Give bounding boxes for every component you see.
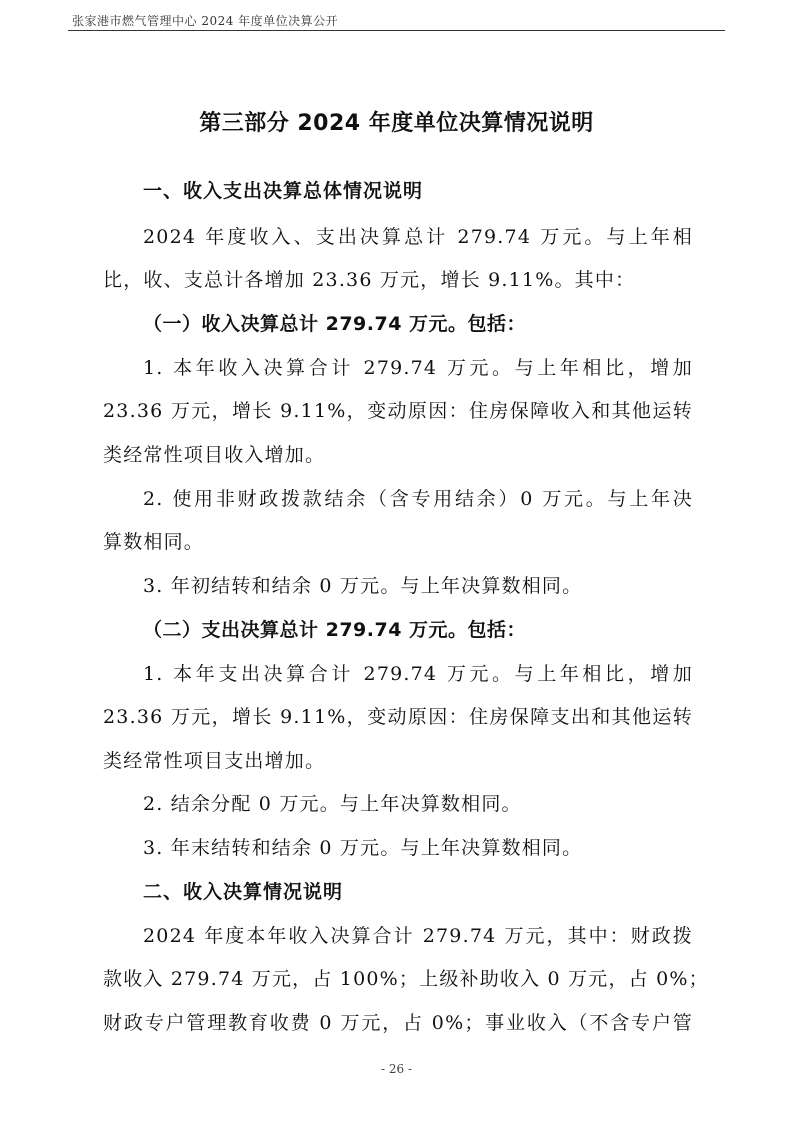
body-line: 2024 年度收入、支出决算总计 279.74 万元。与上年相 [143,226,693,248]
body-line: 1. 本年收入决算合计 279.74 万元。与上年相比，增加 [143,357,693,379]
header-rule [68,30,725,31]
section-heading-2: 二、收入决算情况说明 [143,881,344,903]
subsection-heading-1: （一）收入决算总计 279.74 万元。包括： [143,313,527,335]
subsection-heading-2: （二）支出决算总计 279.74 万元。包括： [143,619,527,641]
body-line: 3. 年末结转和结余 0 万元。与上年决算数相同。 [143,837,583,859]
page-number: - 26 - [380,1062,412,1076]
body-line: 23.36 万元，增长 9.11%，变动原因：住房保障收入和其他运转 [103,400,693,422]
body-line: 财政专户管理教育收费 0 万元，占 0%；事业收入（不含专户管 [103,1012,693,1034]
body-line: 2. 结余分配 0 万元。与上年决算数相同。 [143,793,522,815]
body-line: 1. 本年支出决算合计 279.74 万元。与上年相比，增加 [143,663,693,685]
body-line: 2. 使用非财政拨款结余（含专用结余）0 万元。与上年决 [143,488,693,510]
body-line: 款收入 279.74 万元，占 100%；上级补助收入 0 万元，占 0%； [103,968,709,990]
body-line: 2024 年度本年收入决算合计 279.74 万元，其中：财政拨 [143,925,693,947]
body-line: 类经常性项目支出增加。 [103,750,326,772]
body-line: 3. 年初结转和结余 0 万元。与上年决算数相同。 [143,575,583,597]
body-line: 23.36 万元，增长 9.11%，变动原因：住房保障支出和其他运转 [103,706,693,728]
body-line: 比，收、支总计各增加 23.36 万元，增长 9.11%。其中： [103,269,636,291]
body-line: 类经常性项目收入增加。 [103,444,326,466]
running-header: 张家港市燃气管理中心 2024 年度单位决算公开 [72,14,339,28]
page-title: 第三部分 2024 年度单位决算情况说明 [199,111,594,136]
body-line: 算数相同。 [103,531,205,553]
section-heading-1: 一、收入支出决算总体情况说明 [143,180,424,202]
